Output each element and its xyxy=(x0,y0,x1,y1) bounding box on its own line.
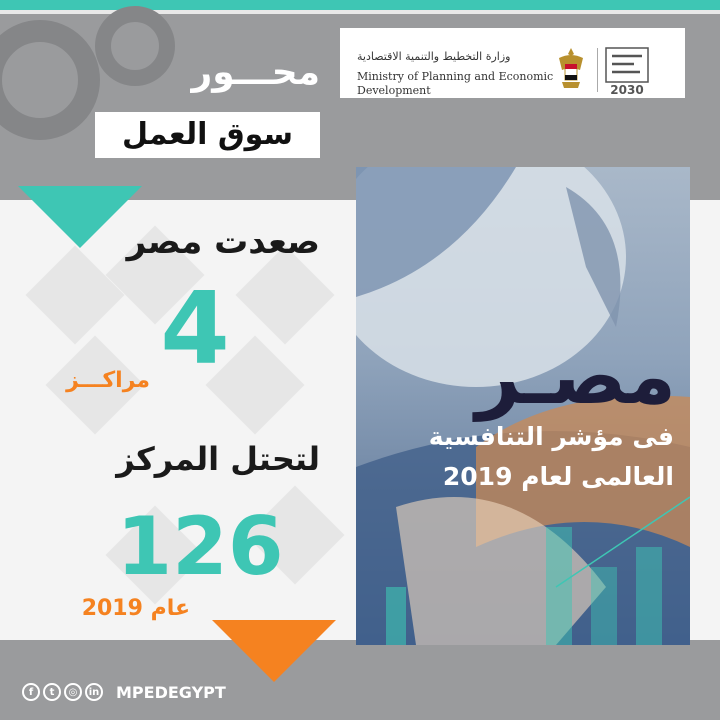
social-handle[interactable]: MPEDEGYPT xyxy=(116,683,226,702)
rank-year: عام 2019 xyxy=(81,596,190,621)
report-cover xyxy=(356,167,690,645)
top-accent-bar xyxy=(0,0,720,10)
cover-subtitle-line2: العالمى لعام 2019 xyxy=(442,462,674,491)
rank-increase-unit: مراكـــز xyxy=(66,368,150,393)
twitter-icon[interactable]: t xyxy=(43,683,61,701)
rank-increase-value: 4 xyxy=(160,270,230,387)
rose-text: صعدت مصر xyxy=(126,222,320,262)
top-accent-stripe xyxy=(0,10,720,14)
svg-text:2030: 2030 xyxy=(610,83,644,96)
axis-title: محـــور xyxy=(191,52,320,93)
linkedin-icon[interactable]: in xyxy=(85,683,103,701)
cover-title: مصـر xyxy=(475,332,676,422)
gear-icon xyxy=(0,20,100,140)
facebook-icon[interactable]: f xyxy=(22,683,40,701)
instagram-icon[interactable]: ◎ xyxy=(64,683,82,701)
ministry-name-arabic: وزارة التخطيط والتنمية الاقتصادية xyxy=(357,50,511,63)
rank-value: 126 xyxy=(116,500,284,593)
rank-label: لتحتل المركز xyxy=(116,440,320,478)
egypt-eagle-icon xyxy=(556,46,586,92)
logo-divider xyxy=(597,48,598,92)
social-icons xyxy=(22,683,103,703)
ministry-name-english: Ministry of Planning and Economic Development xyxy=(357,70,554,97)
cover-subtitle-line1: فى مؤشر التنافسية xyxy=(428,422,674,451)
egypt-vision-2030-logo xyxy=(604,44,650,96)
axis-subject: سوق العمل xyxy=(95,112,320,158)
orange-triangle-decoration xyxy=(212,620,336,682)
